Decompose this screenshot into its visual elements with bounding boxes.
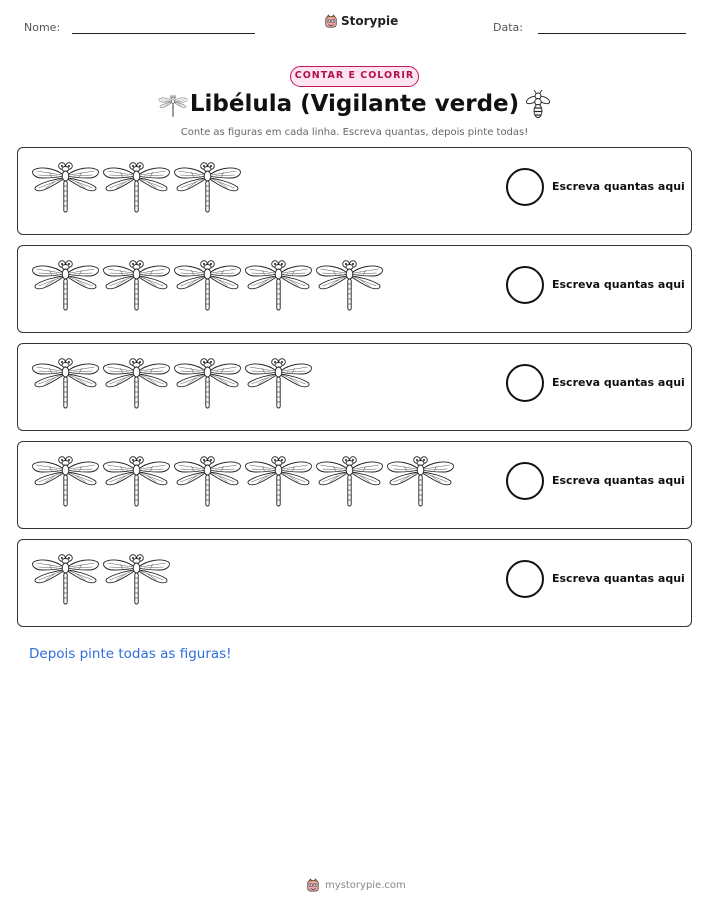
dragonfly-icon[interactable] [30,159,101,215]
dragonfly-icon[interactable] [172,159,243,215]
page-title: Libélula (Vigilante verde) [189,91,520,117]
storypie-mascot-icon [306,878,320,892]
answer-circle[interactable] [506,168,544,206]
answer-circle[interactable] [506,266,544,304]
answer-label: Escreva quantas aqui [552,474,685,487]
counting-row [17,539,692,627]
dragonfly-icon[interactable] [30,551,101,607]
answer-label: Escreva quantas aqui [552,376,685,389]
dragonfly-icon[interactable] [30,355,101,411]
date-field-line [538,33,686,34]
answer-circle[interactable] [506,364,544,402]
dragonfly-icon[interactable] [243,355,314,411]
dragonfly-icon[interactable] [314,257,385,313]
answer-label: Escreva quantas aqui [552,278,685,291]
instructions: Conte as figuras em cada linha. Escreva quantas, depois pinte todas! [180,127,529,138]
answer-label: Escreva quantas aqui [552,180,685,193]
footer-url: mystorypie.com [325,879,406,891]
dragonfly-icon[interactable] [101,257,172,313]
footer-logo [306,878,406,892]
dragonfly-icon[interactable] [30,453,101,509]
dragonfly-icon[interactable] [243,453,314,509]
bee-icon [526,90,550,120]
dragonfly-icon[interactable] [101,159,172,215]
dragonfly-icon[interactable] [172,453,243,509]
figure-group [30,257,385,313]
answer-circle[interactable] [506,560,544,598]
answer-circle[interactable] [506,462,544,500]
counting-row [17,245,692,333]
dragonfly-icon[interactable] [101,453,172,509]
name-label: Nome: [24,21,61,34]
counting-row [17,343,692,431]
worksheet-header [0,0,709,50]
figure-group [30,355,314,411]
date-label: Data: [493,21,523,34]
dragonfly-icon[interactable] [30,257,101,313]
figure-group [30,453,456,509]
dragonfly-icon[interactable] [172,355,243,411]
name-field-line [72,33,255,34]
dragonfly-icon[interactable] [243,257,314,313]
figure-group [30,159,243,215]
logo-text: Storypie [341,14,399,28]
counting-rows [17,147,692,637]
storypie-mascot-icon [324,14,338,28]
counting-row [17,147,692,235]
counting-row [17,441,692,529]
dragonfly-icon[interactable] [314,453,385,509]
activity-badge: CONTAR E COLORIR [290,66,419,87]
storypie-logo [324,14,398,28]
footer-note: Depois pinte todas as figuras! [29,646,232,662]
dragonfly-icon[interactable] [101,551,172,607]
answer-label: Escreva quantas aqui [552,572,685,585]
dragonfly-icon[interactable] [385,453,456,509]
dragonfly-icon[interactable] [101,355,172,411]
dragonfly-icon[interactable] [172,257,243,313]
figure-group [30,551,172,607]
